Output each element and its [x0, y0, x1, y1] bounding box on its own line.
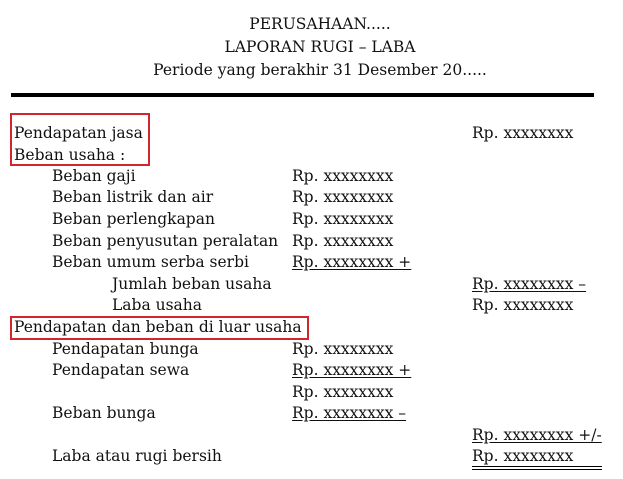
amount-beban-penyusutan: Rp. xxxxxxxx: [292, 232, 394, 250]
header-divider: [11, 93, 594, 97]
double-underline-bottom: [472, 469, 602, 470]
amount-beban-listrik: Rp. xxxxxxxx: [292, 188, 394, 206]
label-laba-usaha: Laba usaha: [112, 296, 203, 314]
amount-jumlah-beban: Rp. xxxxxxxx –: [472, 275, 587, 293]
report-title: LAPORAN RUGI – LABA: [224, 38, 416, 56]
double-underline-top: [472, 466, 602, 467]
report-period: Periode yang berakhir 31 Desember 20.....: [153, 61, 487, 79]
label-beban-listrik: Beban listrik dan air: [52, 188, 214, 206]
label-jumlah-beban: Jumlah beban usaha: [112, 275, 272, 293]
label-beban-umum: Beban umum serba serbi: [52, 253, 249, 271]
amount-subtotal-luar: Rp. xxxxxxxx: [292, 383, 394, 401]
label-pendapatan-jasa: Pendapatan jasa: [14, 124, 143, 142]
label-laba-bersih: Laba atau rugi bersih: [52, 447, 222, 465]
label-pendapatan-sewa: Pendapatan sewa: [52, 361, 190, 379]
amount-laba-bersih: Rp. xxxxxxxx: [472, 447, 574, 465]
amount-beban-perlengkapan: Rp. xxxxxxxx: [292, 210, 394, 228]
company-name: PERUSAHAAN.....: [249, 15, 391, 33]
label-beban-penyusutan: Beban penyusutan peralatan: [52, 232, 279, 250]
amount-pendapatan-sewa: Rp. xxxxxxxx +: [292, 361, 412, 379]
label-beban-gaji: Beban gaji: [52, 167, 136, 185]
amount-beban-bunga: Rp. xxxxxxxx –: [292, 404, 407, 422]
amount-total-luar-usaha: Rp. xxxxxxxx +/-: [472, 426, 602, 444]
label-beban-bunga: Beban bunga: [52, 404, 156, 422]
amount-laba-usaha: Rp. xxxxxxxx: [472, 296, 574, 314]
amount-beban-umum: Rp. xxxxxxxx +: [292, 253, 412, 271]
label-beban-perlengkapan: Beban perlengkapan: [52, 210, 215, 228]
amount-beban-gaji: Rp. xxxxxxxx: [292, 167, 394, 185]
amount-pendapatan-jasa: Rp. xxxxxxxx: [472, 124, 574, 142]
label-luar-usaha: Pendapatan dan beban di luar usaha: [14, 318, 302, 336]
label-pendapatan-bunga: Pendapatan bunga: [52, 340, 199, 358]
amount-pendapatan-bunga: Rp. xxxxxxxx: [292, 340, 394, 358]
label-beban-usaha: Beban usaha :: [14, 146, 126, 164]
